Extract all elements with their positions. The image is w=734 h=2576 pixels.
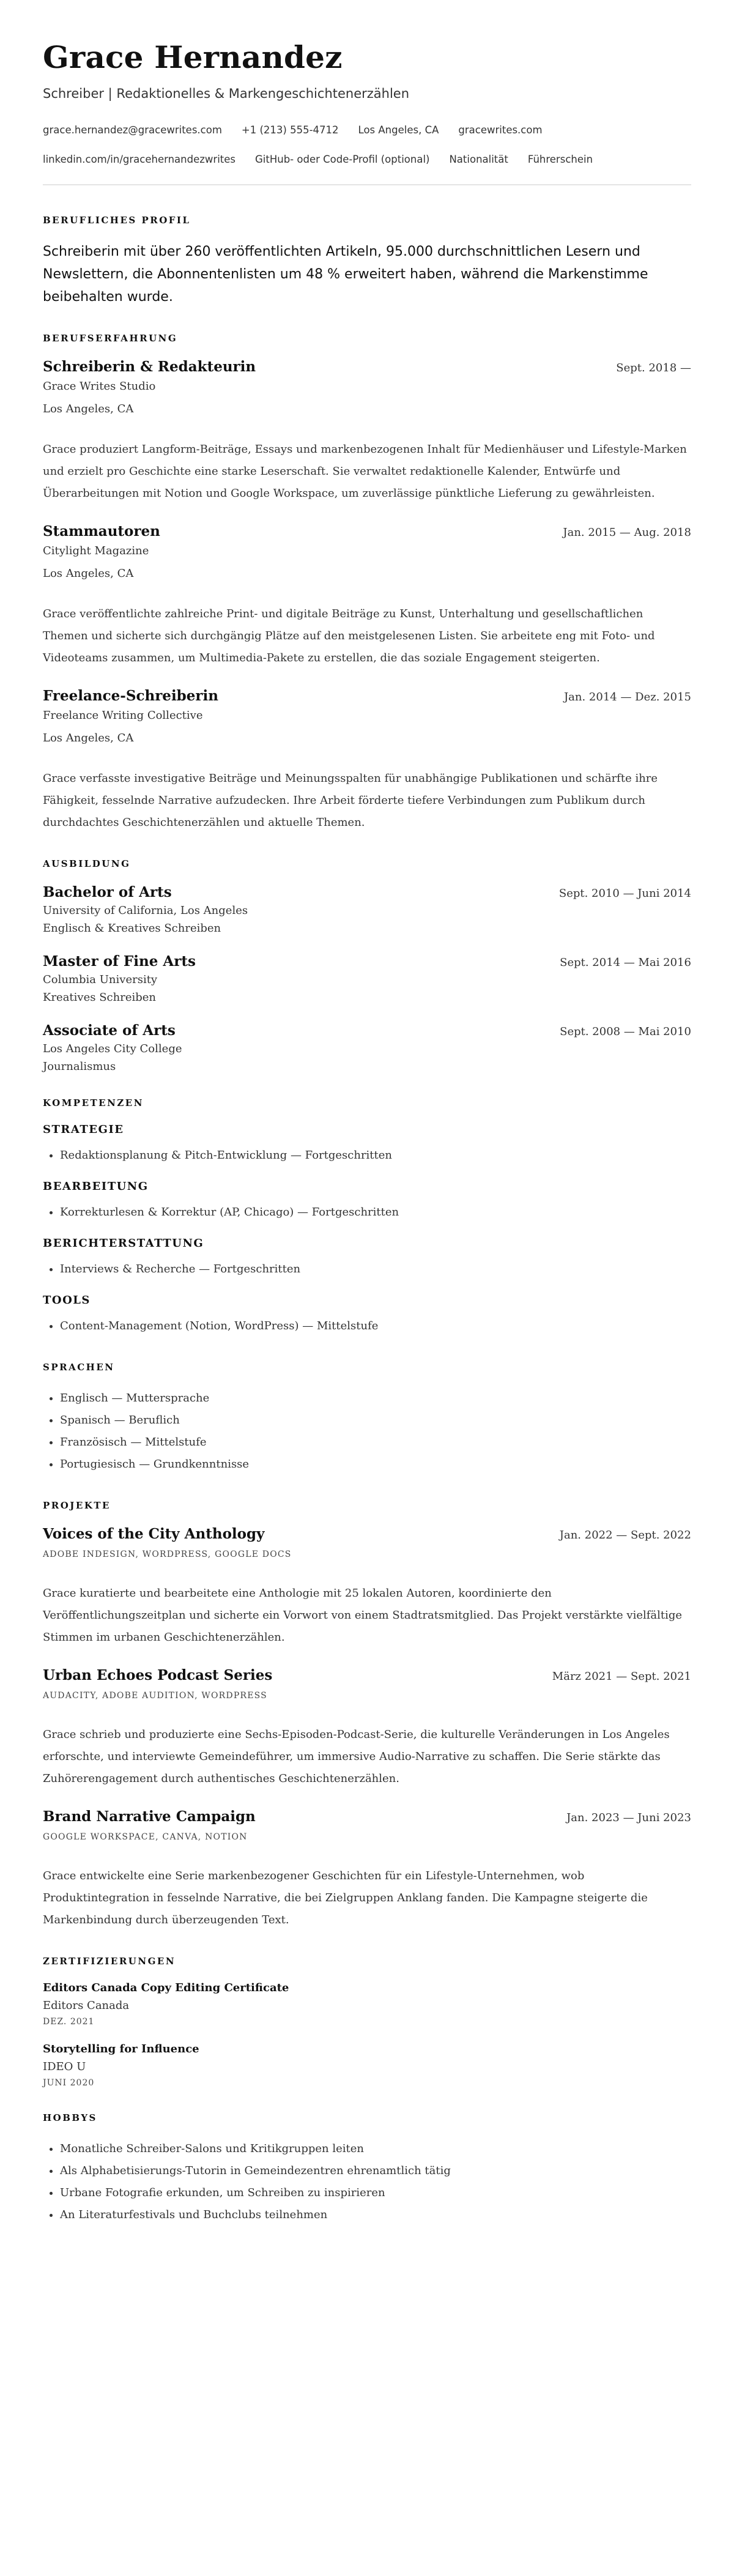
project-description: Grace entwickelte eine Serie markenbezogener Geschichten für ein Lifestyle-Unternehmen, wob Produktintegration in fesselnde Narrative, die bei Zielgruppen Anklang fanden. Die Kampagne steigerte die Markenbindung durch überzeugenden Text.: [43, 1869, 648, 1926]
contact-location: Los Angeles, CA: [358, 124, 439, 136]
job-dates: Jan. 2014 — Dez. 2015: [563, 691, 691, 703]
job-title: Freelance-Schreiberin: [43, 688, 218, 704]
education-entry: [43, 1022, 691, 1073]
job-location: Los Angeles, CA: [43, 403, 134, 415]
skill-category: BERICHTERSTATTUNG: [43, 1237, 204, 1250]
job-dates: Sept. 2018 —: [616, 362, 691, 374]
skill-item: • Interviews & Recherche — Fortgeschritten: [60, 1258, 691, 1280]
project-name: Brand Narrative Campaign: [43, 1808, 256, 1825]
project-tech: AUDACITY, ADOBE AUDITION, WORDPRESS: [43, 1691, 267, 1701]
skill-item: • Content-Management (Notion, WordPress) — Mittelstufe: [60, 1315, 691, 1337]
experience-entry: [43, 523, 691, 669]
contact-github[interactable]: GitHub- oder Code-Profil (optional): [255, 154, 430, 165]
language-item: • Spanisch — Beruflich: [60, 1409, 691, 1431]
job-description: Grace verfasste investigative Beiträge und Meinungsspalten für unabhängige Publikationen und schärfte ihre Fähigkeit, fesselnde Narrative aufzudecken. Ihre Arbeit förderte tiefere Verbindungen zum Publikum durch durchdachtes Geschichtenerzählen und aktuelle Themen.: [43, 772, 658, 829]
skill-group: [43, 1123, 691, 1167]
job-title: Schreiberin & Redakteurin: [43, 358, 256, 375]
section-title: PROJEKTE: [43, 1500, 111, 1511]
contact-phone[interactable]: +1 (213) 555-4712: [241, 124, 339, 136]
job-location: Los Angeles, CA: [43, 732, 134, 744]
skill-item: • Korrekturlesen & Korrektur (AP, Chicago) — Fortgeschritten: [60, 1201, 691, 1223]
education-entry: [43, 884, 691, 935]
certifications-section: [43, 1956, 691, 2088]
hobby-item: • An Literaturfestivals und Buchclubs teilnehmen: [60, 2204, 691, 2226]
certification-date: JUNI 2020: [43, 2078, 95, 2088]
job-description: Grace veröffentlichte zahlreiche Print- und digitale Beiträge zu Kunst, Unterhaltung und gesellschaftlichen Themen und sicherte sich durchgängig Plätze auf den meistgelesenen Listen. Sie arbeitete eng mit Foto- und Videoteams zusammen, um Multimedia-Pakete zu erstellen, die das soziale Engagement steigerten.: [43, 607, 655, 664]
experience-entry: [43, 688, 691, 834]
project-tech: ADOBE INDESIGN, WORDPRESS, GOOGLE DOCS: [43, 1550, 292, 1559]
school-name: Columbia University: [43, 973, 158, 986]
project-description: Grace kuratierte und bearbeitete eine Anthologie mit 25 lokalen Autoren, koordinierte den Veröffentlichungszeitplan und sicherte ein Vorwort von einem Stadtratsmitglied. Das Projekt verstärkte vielfältige Stimmen im urbanen Geschichtenerzählen.: [43, 1587, 683, 1644]
project-tech: GOOGLE WORKSPACE, CANVA, NOTION: [43, 1832, 248, 1842]
skill-item: • Redaktionsplanung & Pitch-Entwicklung — Fortgeschritten: [60, 1145, 691, 1167]
certification-entry: [43, 1981, 691, 2027]
project-dates: März 2021 — Sept. 2021: [552, 1670, 691, 1683]
candidate-name: Grace Hernandez: [43, 39, 343, 75]
project-name: Voices of the City Anthology: [43, 1526, 265, 1542]
languages-section: [43, 1362, 691, 1475]
hobby-item: • Monatliche Schreiber-Salons und Kritikgruppen leiten: [60, 2138, 691, 2160]
job-title: Stammautoren: [43, 523, 160, 540]
job-company: Citylight Magazine: [43, 544, 149, 557]
degree-title: Master of Fine Arts: [43, 953, 196, 970]
contact-linkedin[interactable]: linkedin.com/in/gracehernandezwrites: [43, 154, 235, 165]
language-item: • Französisch — Mittelstufe: [60, 1431, 691, 1453]
summary-text: Schreiberin mit über 260 veröffentlichten Artikeln, 95.000 durchschnittlichen Lesern und Newslettern, die Abonnentenlisten um 48 % erweitert haben, während die Markenstimme beibehalten wurde.: [43, 244, 648, 305]
school-name: University of California, Los Angeles: [43, 904, 248, 917]
certification-issuer: Editors Canada: [43, 1999, 130, 2012]
project-description: Grace schrieb und produzierte eine Sechs-Episoden-Podcast-Serie, die kulturelle Veränderungen in Los Angeles erforschte, und interviewte Gemeindeführer, um immersive Audio-Narrative zu schaffen. Die Serie stärkte das Zuhörerengagement durch authentisches Geschichtenerzählen.: [43, 1728, 670, 1785]
projects-section: [43, 1500, 691, 1931]
project-dates: Jan. 2023 — Juni 2023: [566, 1811, 691, 1824]
project-name: Urban Echoes Podcast Series: [43, 1667, 273, 1683]
candidate-headline: Schreiber | Redaktionelles & Markengeschichtenerzählen: [43, 86, 410, 101]
contact-website[interactable]: gracewrites.com: [458, 124, 543, 136]
summary-section: [43, 215, 691, 308]
contact-info: [43, 116, 691, 174]
language-item: • Portugiesisch — Grundkenntnisse: [60, 1453, 691, 1475]
experience-section: [43, 333, 691, 834]
section-title: BERUFSERFAHRUNG: [43, 333, 178, 344]
contact-email[interactable]: grace.hernandez@gracewrites.com: [43, 124, 222, 136]
experience-entry: [43, 358, 691, 505]
degree-dates: Sept. 2008 — Mai 2010: [560, 1025, 691, 1038]
study-field: Kreatives Schreiben: [43, 991, 156, 1004]
job-company: Freelance Writing Collective: [43, 709, 203, 722]
skill-group: [43, 1180, 691, 1223]
hobby-item: • Als Alphabetisierungs-Tutorin in Gemeindezentren ehrenamtlich tätig: [60, 2160, 691, 2182]
skill-category: STRATEGIE: [43, 1123, 124, 1136]
language-item: • Englisch — Muttersprache: [60, 1387, 691, 1409]
resume-header: [43, 39, 691, 174]
contact-nationality: Nationalität: [449, 154, 508, 165]
degree-title: Bachelor of Arts: [43, 884, 172, 900]
certification-issuer: IDEO U: [43, 2060, 86, 2073]
job-company: Grace Writes Studio: [43, 380, 156, 393]
section-title: SPRACHEN: [43, 1362, 115, 1373]
section-title: BERUFLICHES PROFIL: [43, 215, 191, 226]
job-description: Grace produziert Langform-Beiträge, Essays und markenbezogenen Inhalt für Medienhäuser und Lifestyle-Marken und erzielt pro Geschichte eine starke Leserschaft. Sie verwaltet redaktionelle Kalender, Entwürfe und Überarbeitungen mit Notion und Google Workspace, um zuverlässige pünktliche Lieferung zu gewährleisten.: [43, 443, 687, 500]
project-entry: [43, 1526, 691, 1649]
study-field: Journalismus: [43, 1060, 116, 1073]
header-divider: [43, 184, 691, 185]
degree-dates: Sept. 2010 — Juni 2014: [558, 887, 691, 900]
education-entry: [43, 953, 691, 1004]
certification-date: DEZ. 2021: [43, 2017, 95, 2027]
skills-section: [43, 1097, 691, 1337]
contact-license: Führerschein: [527, 154, 593, 165]
skill-group: [43, 1237, 691, 1280]
section-title: HOBBYS: [43, 2112, 97, 2123]
project-dates: Jan. 2022 — Sept. 2022: [559, 1529, 691, 1542]
skill-group: [43, 1294, 691, 1337]
skill-category: BEARBEITUNG: [43, 1180, 149, 1193]
education-section: [43, 858, 691, 1073]
certification-name: Storytelling for Influence: [43, 2043, 199, 2055]
school-name: Los Angeles City College: [43, 1042, 182, 1055]
certification-name: Editors Canada Copy Editing Certificate: [43, 1981, 289, 1994]
study-field: Englisch & Kreatives Schreiben: [43, 922, 221, 935]
project-entry: [43, 1808, 691, 1931]
certification-entry: [43, 2043, 691, 2088]
section-title: KOMPETENZEN: [43, 1097, 144, 1108]
section-title: AUSBILDUNG: [43, 858, 131, 869]
hobby-item: • Urbane Fotografie erkunden, um Schreiben zu inspirieren: [60, 2182, 691, 2204]
project-entry: [43, 1667, 691, 1790]
hobbies-section: [43, 2112, 691, 2226]
degree-dates: Sept. 2014 — Mai 2016: [560, 956, 691, 969]
section-title: ZERTIFIZIERUNGEN: [43, 1956, 176, 1967]
skill-category: TOOLS: [43, 1294, 91, 1307]
degree-title: Associate of Arts: [43, 1022, 176, 1039]
job-location: Los Angeles, CA: [43, 567, 134, 580]
job-dates: Jan. 2015 — Aug. 2018: [563, 526, 691, 539]
